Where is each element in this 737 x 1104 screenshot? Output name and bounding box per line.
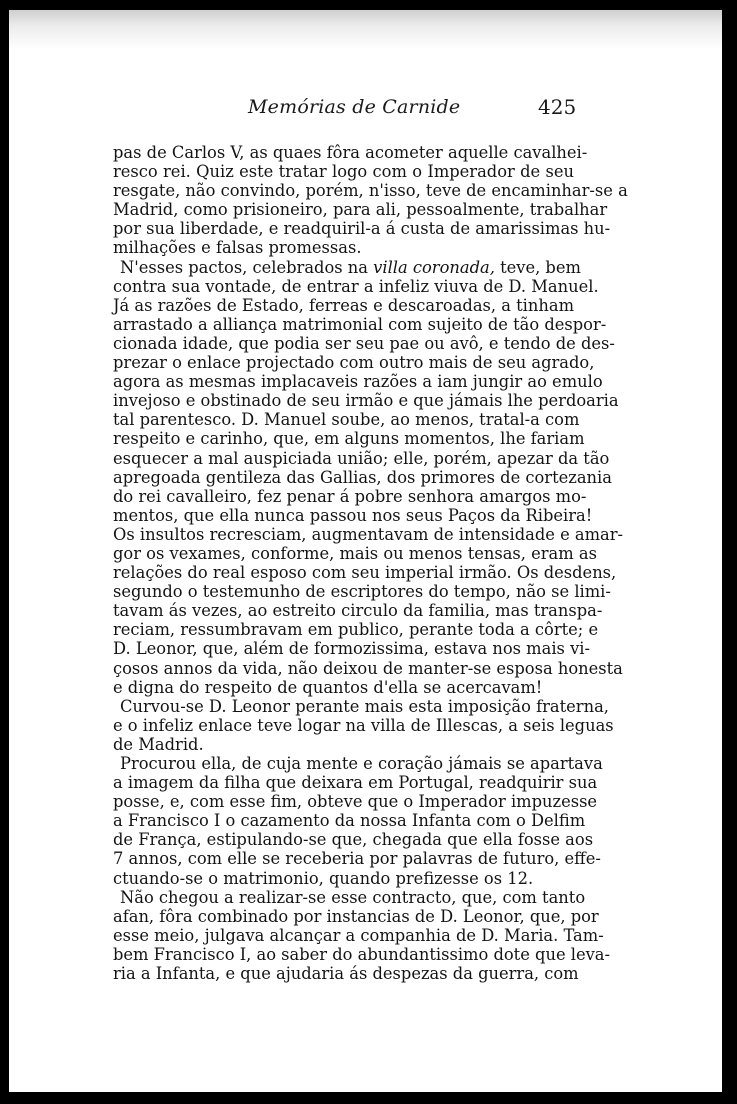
text-line: Madrid, como prisioneiro, para ali, pessoalmente, trabalhar xyxy=(113,200,608,220)
text-line: 7 annos, com elle se receberia por palavras de futuro, effe- xyxy=(113,849,601,869)
text-line: reciam, ressumbravam em publico, perante toda a côrte; e xyxy=(113,620,599,640)
text-line: e o infeliz enlace teve logar na villa de Illescas, a seis leguas xyxy=(113,715,614,735)
text-line: prezar o enlace projectado com outro mais de seu agrado, xyxy=(113,353,595,373)
text-line: Os insultos recresciam, augmentavam de intensidade e amar- xyxy=(113,524,624,544)
text-line: apregoada gentileza das Gallias, dos primores de cortezania xyxy=(113,467,612,487)
text-segment: teve, bem xyxy=(494,257,581,277)
text-line: invejoso e obstinado de seu irmão e que jámais lhe perdoaria xyxy=(113,391,619,411)
text-line: de França, estipulando-se que, chegada que ella fosse aos xyxy=(113,830,594,850)
text-line: posse, e, com esse fim, obteve que o Imperador impuzesse xyxy=(113,792,598,812)
text-line: mentos, que ella nunca passou nos seus Paços da Ribeira! xyxy=(113,505,593,525)
text-line-with-italic xyxy=(113,257,581,277)
text-line: de Madrid. xyxy=(113,734,204,754)
page-header xyxy=(0,96,737,120)
text-line: arrastado a alliança matrimonial com sujeito de tão despor- xyxy=(113,314,607,334)
text-line: esquecer a mal auspiciada união; elle, porém, apezar da tão xyxy=(113,448,610,468)
scan-shadow xyxy=(9,10,722,50)
text-line: Não chegou a realizar-se esse contracto, que, com tanto xyxy=(120,887,586,907)
text-line: Já as razões de Estado, ferreas e descaroadas, a tinham xyxy=(113,295,575,315)
text-line: bem Francisco I, ao saber do abundantissimo dote que leva- xyxy=(113,944,611,964)
text-line: por sua liberdade, e readquiril-a á custa de amarissimas hu- xyxy=(113,219,611,239)
scan-border-left xyxy=(0,0,9,1104)
text-line: agora as mesmas implacaveis razões a iam jungir ao emulo xyxy=(113,372,603,392)
text-line: cionada idade, que podia ser seu pae ou avô, e tendo de des- xyxy=(113,333,615,353)
scan-border-bottom xyxy=(0,1092,737,1104)
text-line: resco rei. Quiz este tratar logo com o Imperador de seu xyxy=(113,162,574,182)
text-line: a Francisco I o cazamento da nossa Infanta com o Delfim xyxy=(113,811,586,831)
text-line: contra sua vontade, de entrar a infeliz viuva de D. Manuel. xyxy=(113,276,599,296)
text-line: afan, fôra combinado por instancias de D. Leonor, que, por xyxy=(113,906,599,926)
text-line: tal parentesco. D. Manuel soube, ao menos, tratal-a com xyxy=(113,410,580,430)
text-line: segundo o testemunho de escriptores do tempo, não se limi- xyxy=(113,582,611,602)
text-line: milhações e falsas promessas. xyxy=(113,238,362,258)
text-line: çosos annos da vida, não deixou de manter-se esposa honesta xyxy=(113,658,623,678)
text-line: tavam ás vezes, ao estreito circulo da familia, mas transpa- xyxy=(113,601,603,621)
text-segment: N'esses pactos, celebrados na xyxy=(120,257,374,277)
text-line: D. Leonor, que, além de formozissima, estava nos mais vi- xyxy=(113,639,590,659)
scan-border-right xyxy=(722,0,737,1104)
text-line: relações do real esposo com seu imperial irmão. Os desdens, xyxy=(113,563,617,583)
running-title: Memórias de Carnide xyxy=(248,96,461,118)
body-text xyxy=(113,143,628,984)
text-line: ctuando-se o matrimonio, quando prefizesse os 12. xyxy=(113,868,534,888)
text-line: ria a Infanta, e que ajudaria ás despezas da guerra, com xyxy=(113,964,579,984)
text-line: e digna do respeito de quantos d'ella se acercavam! xyxy=(113,677,543,697)
text-line: Curvou-se D. Leonor perante mais esta imposição fraterna, xyxy=(120,696,609,716)
text-line: pas de Carlos V, as quaes fôra acometer aquelle cavalhei- xyxy=(113,143,588,162)
scan-border-top xyxy=(0,0,737,10)
text-line: respeito e carinho, que, em alguns momentos, lhe fariam xyxy=(113,429,585,449)
text-line: a imagem da filha que deixara em Portugal, readquirir sua xyxy=(113,773,598,793)
text-line: resgate, não convindo, porém, n'isso, teve de encaminhar-se a xyxy=(113,181,628,201)
text-line: Procurou ella, de cuja mente e coração jámais se apartava xyxy=(120,754,603,773)
text-line: esse meio, julgava alcançar a companhia de D. Maria. Tam- xyxy=(113,925,604,945)
text-line: gor os vexames, conforme, mais ou menos tensas, eram as xyxy=(113,543,597,563)
italic-phrase: villa coronada, xyxy=(373,257,495,277)
page-number: 425 xyxy=(538,95,577,119)
text-line: do rei cavalleiro, fez penar á pobre senhora amargos mo- xyxy=(113,486,587,506)
